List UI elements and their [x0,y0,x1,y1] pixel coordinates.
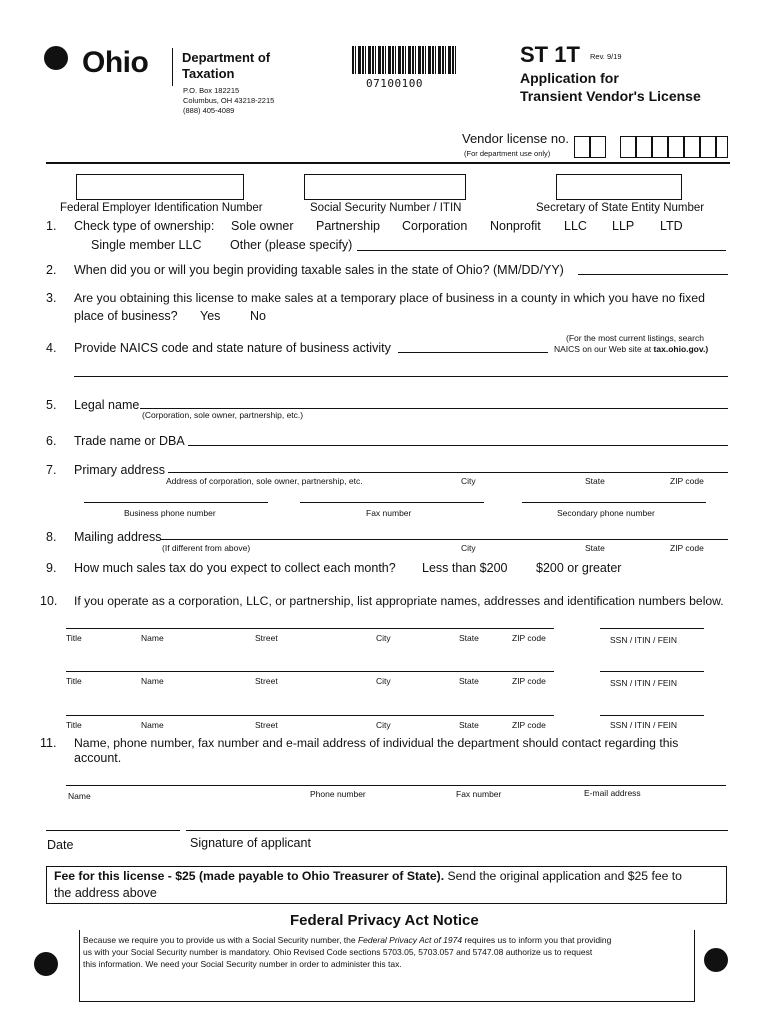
officer-col-name: Name [141,633,164,643]
officer-col-state: State [459,720,479,730]
fee-notice-bold: Fee for this license - $25 (made payable to Ohio Treasurer of State). [54,869,445,883]
officer-col-title: Title [66,633,82,643]
q9-label: How much sales tax do you expect to collect each month? [74,561,396,575]
ownership-option-llp[interactable]: LLP [612,219,635,233]
naics-code-input[interactable] [398,352,548,353]
contact-col-email: E-mail address [584,788,641,798]
department-address2: Columbus, OH 43218-2215 [183,96,275,105]
ssn-label: Social Security Number / ITIN [310,202,462,214]
contact-col-fax: Fax number [456,789,502,799]
business-phone-label: Business phone number [124,508,216,518]
vendor-license-label: Vendor license no. [462,131,569,146]
q9-number: 9. [46,561,57,575]
registration-mark-icon [704,948,728,972]
trade-name-input[interactable] [188,445,728,446]
legal-name-sublabel: (Corporation, sole owner, partnership, etc.) [142,410,304,420]
officer-col-id: SSN / ITIN / FEIN [610,635,678,645]
q11-label-line2: account. [74,751,122,765]
ownership-option-partnership[interactable]: Partnership [316,219,380,233]
q2-number: 2. [46,263,57,277]
officer-col-city: City [376,720,391,730]
fein-input[interactable] [76,174,244,200]
officer-row-3-id-line[interactable] [600,715,704,716]
ownership-option-ltd[interactable]: LTD [660,219,683,233]
department-address1: P.O. Box 182215 [183,86,240,95]
date-label: Date [47,838,74,852]
officer-col-street: Street [255,720,278,730]
q3-option-yes[interactable]: Yes [200,309,221,323]
q4-label: Provide NAICS code and state nature of business activity [74,341,391,355]
privacy-notice-line3: this information. We need your Social Security number in order to administer this tax. [83,959,402,969]
vendor-license-box-3[interactable] [620,136,636,158]
officer-col-zip: ZIP code [512,720,546,730]
form-code: ST 1T [520,42,580,67]
vendor-license-box-8[interactable] [700,136,716,158]
ownership-option-other[interactable]: Other (please specify) [230,238,353,252]
q3-option-no[interactable]: No [250,309,266,323]
privacy-border-left [79,930,80,1002]
q8-number: 8. [46,530,57,544]
department-name-line1: Department of [182,50,271,65]
officer-col-street: Street [255,633,278,643]
fax-number-label: Fax number [366,508,412,518]
barcode-number: 07100100 [366,77,423,90]
officer-row-2-id-line[interactable] [600,671,704,672]
officer-row-2-line[interactable] [66,671,554,672]
privacy-act-name: Federal Privacy Act of 1974 [357,935,463,945]
fein-label: Federal Employer Identification Number [60,202,263,214]
privacy-border-right [694,930,695,1002]
ownership-other-input[interactable] [357,250,726,251]
mailing-state-label: State [585,543,605,553]
privacy-text-b: requires us to inform you that providing [462,935,612,945]
ownership-option-sole-owner[interactable]: Sole owner [231,219,294,233]
barcode-image [352,46,458,74]
department-phone: (888) 405-4089 [183,106,235,115]
officer-row-1-id-line[interactable] [600,628,704,629]
primary-zip-label: ZIP code [670,476,704,486]
q5-label: Legal name [74,398,140,412]
q4-number: 4. [46,341,57,355]
officer-row-3-line[interactable] [66,715,554,716]
primary-state-label: State [585,476,605,486]
q3-number: 3. [46,291,57,305]
mailing-address-sublabel: (If different from above) [162,543,251,553]
officer-col-state: State [459,676,479,686]
privacy-border-bottom [79,1001,695,1002]
secondary-phone-input[interactable] [522,502,706,503]
q6-label: Trade name or DBA [74,434,185,448]
vendor-license-box-9[interactable] [716,136,728,158]
ownership-option-llc[interactable]: LLC [564,219,587,233]
q10-number: 10. [40,594,58,608]
officer-col-city: City [376,633,391,643]
q10-label: If you operate as a corporation, LLC, or partnership, list appropriate names, addresses and identification numbers below. [74,594,724,608]
officer-col-id: SSN / ITIN / FEIN [610,678,678,688]
officer-col-name: Name [141,720,164,730]
primary-city-label: City [461,476,476,486]
officer-col-name: Name [141,676,164,686]
naics-note-line2 [554,344,708,354]
ssn-input[interactable] [304,174,466,200]
privacy-notice-line2: us with your Social Security number is mandatory. Ohio Revised Code sections 5703.05, 5703.057 and 5747.08 authorize us to request [83,947,593,957]
q3-label-line2: place of business? [74,309,178,323]
officer-col-city: City [376,676,391,686]
primary-address-sublabel: Address of corporation, sole owner, partnership, etc. [166,476,363,486]
q2-label: When did you or will you begin providing taxable sales in the state of Ohio? (MM/DD/YY) [74,263,564,277]
department-name-line2: Taxation [182,66,235,81]
fee-notice-line1 [54,869,682,883]
privacy-text-a: Because we require you to provide us with a Social Security number, the [83,935,358,945]
q7-label: Primary address [74,463,165,477]
officer-col-title: Title [66,676,82,686]
ownership-option-nonprofit[interactable]: Nonprofit [490,219,541,233]
tax-website-link[interactable]: tax.ohio.gov.) [653,344,709,354]
officer-col-zip: ZIP code [512,676,546,686]
logo-divider [172,48,173,86]
ownership-option-single-member-llc[interactable]: Single member LLC [91,238,202,252]
registration-mark-icon [34,952,58,976]
sales-tax-option-200-greater[interactable]: $200 or greater [536,561,622,575]
officer-col-zip: ZIP code [512,633,546,643]
primary-address-input[interactable] [168,472,728,473]
secondary-phone-label: Secondary phone number [557,508,655,518]
contact-col-phone: Phone number [310,789,366,799]
sos-label: Secretary of State Entity Number [536,202,705,214]
date-input[interactable] [46,830,180,831]
vendor-license-box-2[interactable] [590,136,606,158]
q3-label-line1: Are you obtaining this license to make sales at a temporary place of business in a county in which you have no fixed [74,291,705,305]
form-revision: Rev. 9/19 [590,52,622,61]
header-rule [46,162,730,164]
officer-col-title: Title [66,720,82,730]
registration-mark-icon [44,46,68,70]
naics-note-line1: (For the most current listings, search [566,333,704,343]
q6-number: 6. [46,434,57,448]
signature-input[interactable] [186,830,728,831]
q5-number: 5. [46,398,57,412]
officer-col-state: State [459,633,479,643]
sales-tax-option-less-200[interactable]: Less than $200 [422,561,508,575]
vendor-license-box-7[interactable] [684,136,700,158]
q1-number: 1. [46,219,57,233]
vendor-license-box-4[interactable] [636,136,652,158]
ohio-logo: Ohio [82,46,149,79]
q7-number: 7. [46,463,57,477]
fee-notice-rest: Send the original application and $25 fee to [444,869,682,883]
contact-col-name: Name [68,791,91,801]
business-phone-input[interactable] [84,502,268,503]
legal-name-input[interactable] [140,408,728,409]
officer-col-street: Street [255,676,278,686]
q1-label: Check type of ownership: [74,219,215,233]
mailing-city-label: City [461,543,476,553]
q8-label: Mailing address [74,530,162,544]
fee-notice-line2: the address above [54,886,157,900]
privacy-notice-title: Federal Privacy Act Notice [290,912,479,929]
ownership-option-corporation[interactable]: Corporation [402,219,468,233]
business-activity-input[interactable] [74,376,728,377]
vendor-license-sublabel: (For department use only) [464,149,551,158]
mailing-zip-label: ZIP code [670,543,704,553]
q11-label-line1: Name, phone number, fax number and e-mail address of individual the department should contact regarding this [74,736,679,750]
officer-col-id: SSN / ITIN / FEIN [610,720,678,730]
contact-info-line[interactable] [66,785,726,786]
vendor-license-box-5[interactable] [652,136,668,158]
signature-label: Signature of applicant [190,836,311,850]
vendor-license-box-1[interactable] [574,136,590,158]
naics-note-text: NAICS on our Web site at [554,344,652,354]
form-title-line2: Transient Vendor's License [520,88,701,104]
officer-row-1-line[interactable] [66,628,554,629]
form-title-line1: Application for [520,70,619,86]
q11-number: 11. [40,736,57,750]
fax-number-input[interactable] [300,502,484,503]
privacy-notice-line1 [83,935,611,945]
mailing-address-input[interactable] [160,539,728,540]
start-date-input[interactable] [578,274,728,275]
vendor-license-box-6[interactable] [668,136,684,158]
sos-entity-input[interactable] [556,174,682,200]
